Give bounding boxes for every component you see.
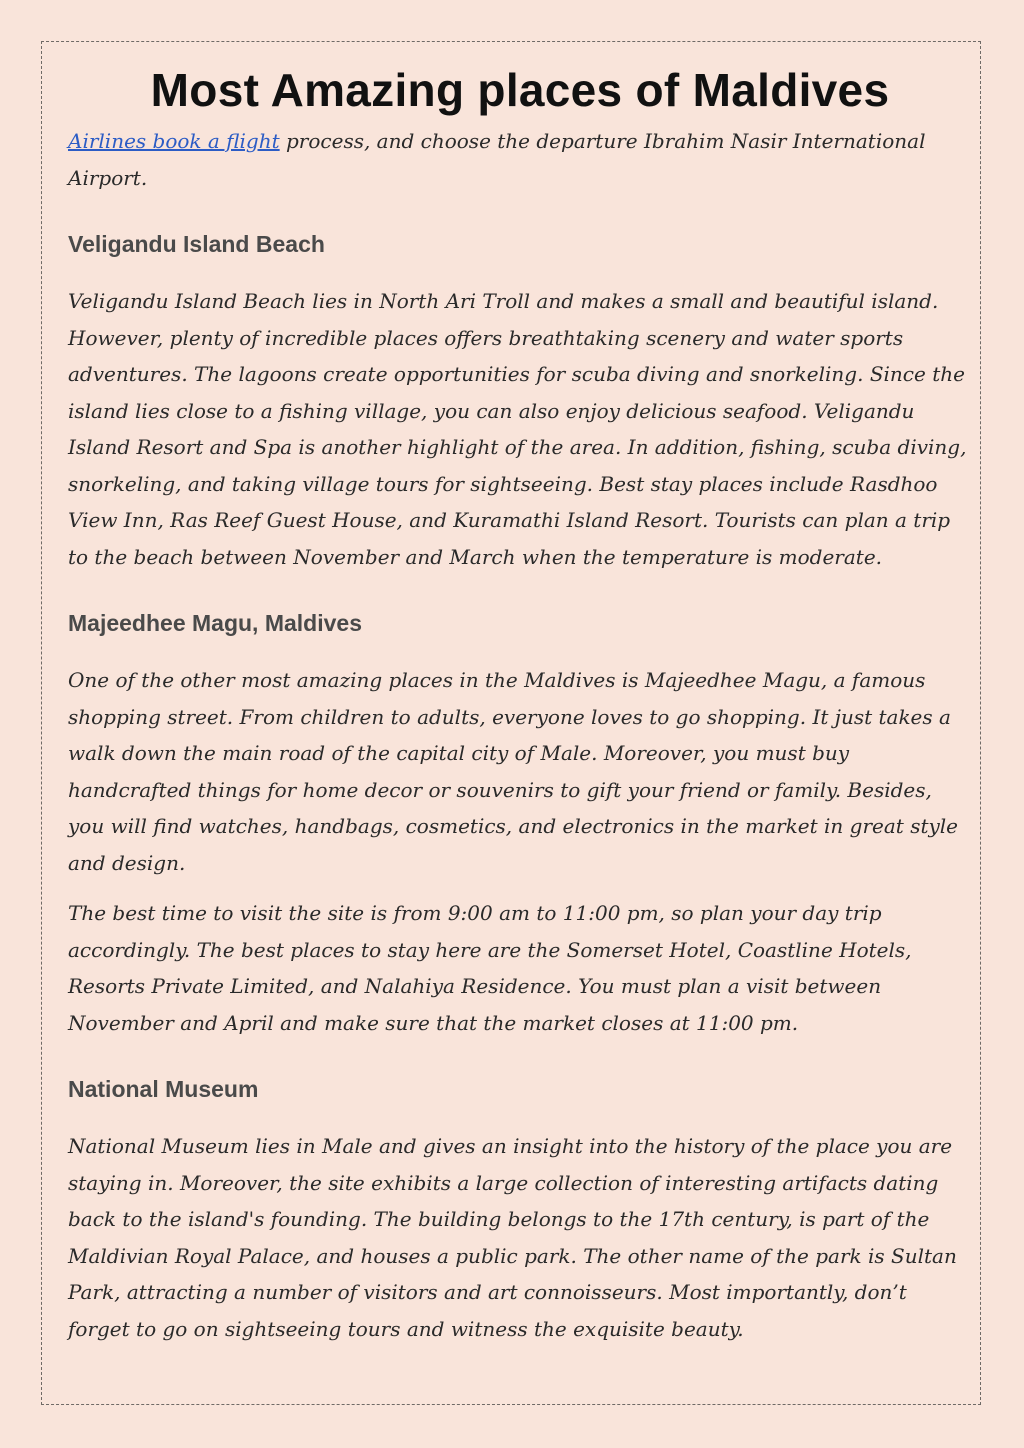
intro-text: process, and choose the departure Ibrahim Nasir International Airport.	[68, 129, 926, 190]
paragraph-museum: National Museum lies in Male and gives an insight into the history of the place you are staying in. Moreover, the site exhibits a large collection of interesting artifacts dating back to the island's founding. The building belongs to the 17th century, is part of the Maldivian Royal Palace, and houses a public park. The other name of the park is Sultan Park, attracting a number of visitors and art connoisseurs. Most importantly, don’t forget to go on sightseeing tours and witness the exquisite beauty.	[68, 1134, 957, 1341]
section-heading-museum: National Museum	[68, 1076, 259, 1102]
article	[68, 60, 972, 1347]
paragraph-veligandu: Veligandu Island Beach lies in North Ari Troll and makes a small and beautiful island. However, plenty of incredible places offers breathtaking scenery and water sports adventures. The lagoons create opportunities for scuba diving and snorkeling. Since the island lies close to a fishing village, you can also enjoy delicious seafood. Veligandu Island Resort and Spa is another highlight of the area. In addition, fishing, scuba diving, snorkeling, and taking village tours for sightseeing. Best stay places include Rasdhoo View Inn, Ras Reef Guest House, and Kuramathi Island Resort. Tourists can plan a trip to the beach between November and March when the temperature is moderate.	[68, 289, 967, 569]
paragraph-majeedhee-1: One of the other most amazing places in the Maldives is Majeedhee Magu, a famous shopping street. From children to adults, everyone loves to go shopping. It just takes a walk down the main road of the capital city of Male. Moreover, you must buy handcrafted things for home decor or souvenirs to gift your friend or family. Besides, you will find watches, handbags, cosmetics, and electronics in the market in great style and design.	[68, 668, 959, 875]
intro-paragraph	[68, 123, 972, 196]
paragraph-majeedhee-2: The best time to visit the site is from 9:00 am to 11:00 pm, so plan your day trip accordingly. The best places to stay here are the Somerset Hotel, Coastline Hotels, Resorts Private Limited, and Nalahiya Residence. You must plan a visit between November and April and make sure that the market closes at 11:00 pm.	[68, 901, 912, 1035]
book-flight-link[interactable]: Airlines book a flight	[68, 129, 280, 153]
page-title: Most Amazing places of Maldives	[150, 64, 890, 116]
section-heading-veligandu: Veligandu Island Beach	[68, 231, 325, 257]
section-heading-majeedhee: Majeedhee Magu, Maldives	[68, 610, 362, 636]
